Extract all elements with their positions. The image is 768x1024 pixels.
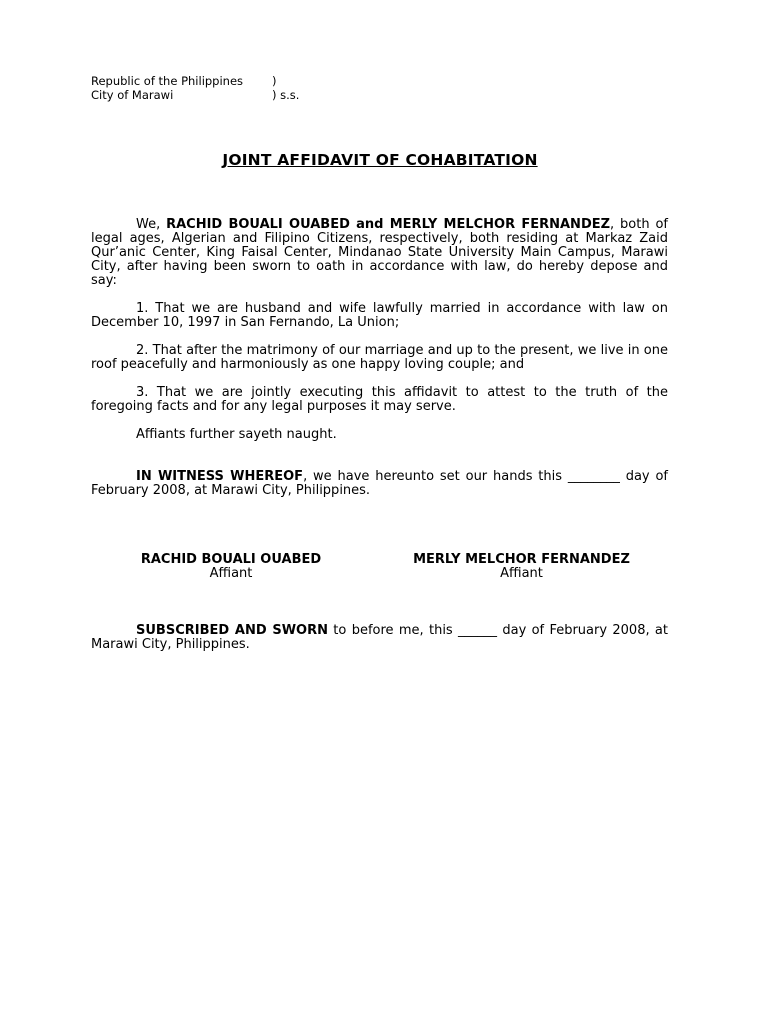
item-2-paragraph (91, 344, 668, 372)
item-1-text: 1. That we are husband and wife lawfully married in accordance with law on December 10, 1997 in San Fernando, La Union; (91, 301, 668, 330)
item-2-text: 2. That after the matrimony of our marriage and up to the present, we live in one roof peacefully and harmoniously as one happy loving couple; and (91, 343, 668, 372)
item-3-paragraph (91, 386, 668, 414)
item-3-text: 3. That we are jointly executing this affidavit to attest to the truth of the foregoing facts and for any legal purposes it may serve. (91, 385, 668, 414)
signatory-2-role: Affiant (500, 566, 543, 581)
signatory-1-name: RACHID BOUALI OUABED (140, 552, 322, 567)
signature-block-1 (126, 553, 336, 581)
closing-paragraph (91, 428, 668, 442)
venue-line-country (91, 74, 277, 89)
venue-block (91, 74, 300, 102)
document-title: JOINT AFFIDAVIT OF COHABITATION (222, 151, 538, 169)
intro-paragraph (91, 218, 668, 288)
witness-heading: IN WITNESS WHEREOF (136, 469, 304, 484)
venue-paren-1: ) (272, 74, 277, 88)
affiant-names: RACHID BOUALI OUABED and MERLY MELCHOR FERNANDEZ (166, 217, 611, 232)
closing-text: Affiants further sayeth naught. (136, 427, 337, 442)
venue-country: Republic of the Philippines (91, 74, 244, 88)
witness-text: , we have hereunto set our hands this ________ day of February 2008, at Marawi City, Philippines. (91, 469, 668, 498)
item-1-paragraph (91, 302, 668, 330)
intro-lead: We, (136, 217, 167, 232)
venue-city: City of Marawi (91, 87, 174, 102)
venue-paren-2: ) s.s. (272, 87, 300, 102)
jurat-heading: SUBSCRIBED AND SWORN (136, 623, 328, 638)
venue-line-city (91, 87, 300, 103)
witness-paragraph (91, 470, 668, 498)
signature-block-2 (400, 553, 643, 581)
signatory-2-name: MERLY MELCHOR FERNANDEZ (413, 552, 630, 567)
jurat-text: to before me, this ______ day of February 2008, at Marawi City, Philippines. (91, 623, 668, 652)
jurat-paragraph (91, 624, 668, 652)
signatory-1-role: Affiant (209, 566, 253, 581)
intro-rest: , both of legal ages, Algerian and Filipino Citizens, respectively, both residing at Markaz Zaid Qur’anic Center, King Faisal Center, Mindanao State University Main Campus, Marawi City, after having been sworn to oath in accordance with law, do hereby depose and say: (91, 217, 668, 288)
